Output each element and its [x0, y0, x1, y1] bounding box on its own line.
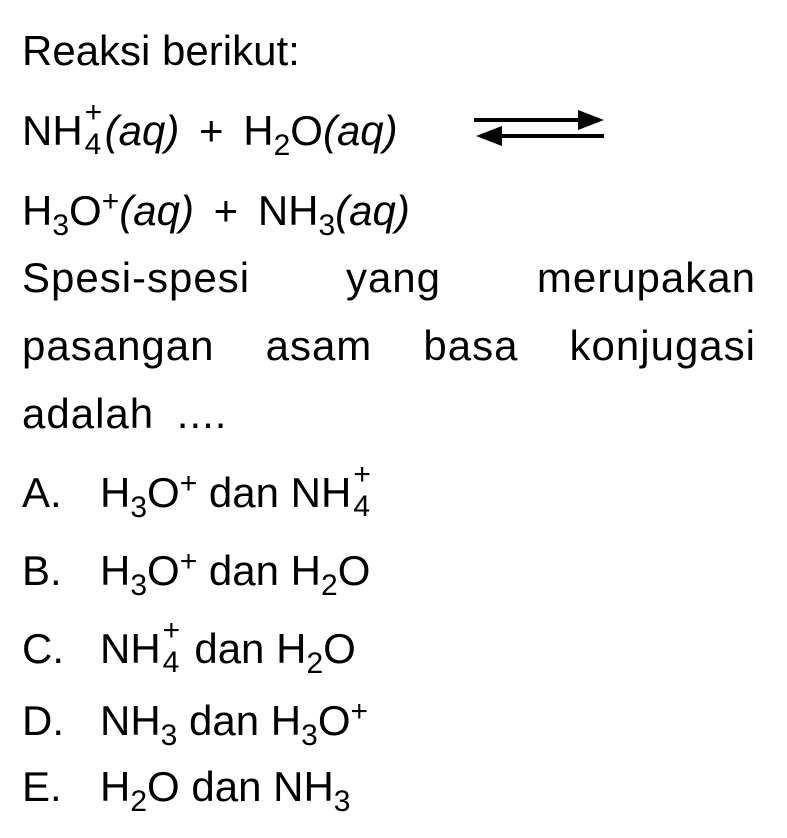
- option-letter: C.: [22, 625, 64, 672]
- dan-word: dan: [191, 763, 262, 810]
- option-letter: A.: [22, 469, 62, 516]
- dan-word: dan: [189, 697, 260, 744]
- option-e[interactable]: [22, 763, 351, 818]
- water-formula: $H_2O$: [243, 107, 323, 162]
- option-letter: B.: [22, 547, 62, 594]
- state-aq: (aq): [104, 107, 180, 154]
- formula-ammonium: NH + 4: [100, 614, 181, 679]
- state-aq: (aq): [335, 187, 410, 234]
- formula-hydronium: $H_3O^+$: [270, 695, 369, 752]
- formula-ammonia: $NH_3$: [100, 697, 178, 752]
- plus-sign: +: [199, 107, 224, 154]
- subscript-4: 4: [84, 128, 102, 161]
- state-aq: (aq): [322, 107, 398, 154]
- question-intro: [22, 27, 300, 74]
- dan-word: dan: [208, 547, 279, 594]
- hydronium-formula: $H_3O^+$: [22, 185, 120, 242]
- question-prompt: Spesi-spesi yang merupakan pasangan asam basa konjugasi adalah ....: [22, 254, 756, 437]
- plus-sign: +: [213, 187, 239, 234]
- option-letter: D.: [22, 697, 64, 744]
- formula-hydronium: $H_3O^+$: [100, 467, 198, 524]
- reaction-products: [22, 185, 410, 242]
- reaction-reactants: [22, 96, 398, 162]
- formula-water: $H_2O$: [100, 763, 180, 818]
- formula-water: $H_2O$: [276, 625, 356, 680]
- option-d[interactable]: [22, 695, 369, 752]
- dan-word: dan: [208, 469, 279, 516]
- state-aq: (aq): [119, 187, 194, 234]
- formula-hydronium: $H_3O^+$: [100, 545, 198, 602]
- charge-plus: +: [84, 96, 103, 129]
- option-a[interactable]: [22, 458, 373, 524]
- option-letter: E.: [22, 763, 62, 810]
- ammonium-formula: NH + 4: [22, 96, 103, 161]
- equilibrium-arrow-icon: [470, 108, 610, 148]
- dan-word: dan: [194, 625, 265, 672]
- option-b[interactable]: [22, 545, 371, 602]
- formula-ammonium: NH + 4: [290, 458, 371, 523]
- intro-text: Reaksi berikut:: [22, 27, 300, 74]
- formula-ammonia: $NH_3$: [273, 763, 351, 818]
- formula-water: $H_2O$: [290, 547, 371, 602]
- ammonia-formula: $NH_3$: [257, 187, 336, 242]
- option-c[interactable]: [22, 614, 356, 680]
